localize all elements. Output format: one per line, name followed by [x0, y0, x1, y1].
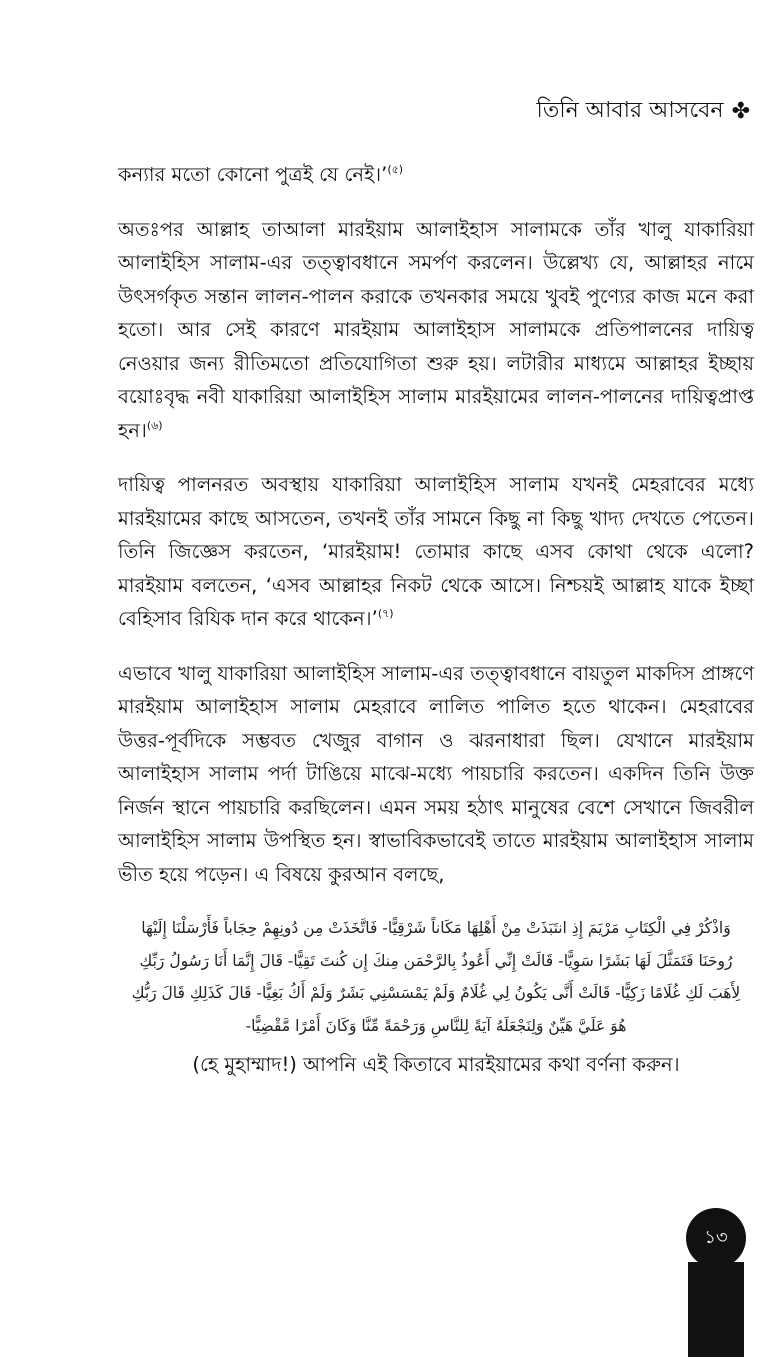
verse-translation: (হে মুহাম্মাদ!) আপনি এই কিতাবে মারইয়ামের কথা বর্ণনা করুন। [192, 1053, 680, 1076]
arabic-verse: وَاذْكُرْ فِي الْكِتَابِ مَرْيَمَ إِذِ انتَبَذَتْ مِنْ أَهْلِهَا مَكَاناً شَرْقِيًّا- فَاتَّخَذَتْ مِن دُونِهِمْ حِجَاباً فَأَرْسَلْنَا إِلَيْهَا رُوحَنَا فَتَمَثَّلَ لَهَا بَشَرًا سَوِيًّا- قَالَتْ إِنِّي أَعُوذُ بِالرَّحْمَن مِنكَ إِن كُنتَ تَقِيًّا- قَالَ إِنَّمَا أَنَا رَسُولُ رَبِّكِ لِأَهَبَ لَكِ غُلَامًا زَكِيًّا- قَالَتْ أَنَّى يَكُونُ لِي غُلَامٌ وَلَمْ يَمْسَسْنِي بَشَرٌ وَلَمْ أَكُ بَغِيًّا- قَالَ كَذَلِكِ قَالَ رَبُّكِ هُوَ عَلَيَّ هَيِّنٌ وَلِنَجْعَلَهُ آيَةً لِلنَّاسِ وَرَحْمَةً مِّنَّا وَكَانَ أَمْرًا مَّقْضِيًّا- [131, 919, 741, 1035]
page-body [118, 158, 754, 1103]
paragraph-text: এভাবে খালু যাকারিয়া আলাইহিস সালাম-এর তত্ত্বাবধানে বায়তুল মাকদিস প্রাঙ্গণে মারইয়াম আলাইহাস সালাম মেহরাবে লালিত পালিত হতে থাকেন। মেহরাবের উত্তর-পূর্বদিকে সম্ভবত খেজুর বাগান ও ঝরনাধারা ছিল। যেখানে মারইয়াম আলাইহাস সালাম পর্দা টাঙিয়ে মাঝে-মধ্যে পায়চারি করতেন। একদিন তিনি উক্ত নির্জন স্থানে পায়চারি করছিলেন। এমন সময় হঠাৎ মানুষের বেশে সেখানে জিবরীল আলাইহিস সালাম উপস্থিত হন। স্বাভাবিকভাবেই তাতে মারইয়াম আলাইহাস সালাম ভীত হয়ে পড়েন। এ বিষয়ে কুরআন বলছে, [118, 661, 754, 886]
footnote-ref: (৫) [387, 163, 404, 176]
paragraph-text: কন্যার মতো কোনো পুত্রই যে নেই।’ [118, 163, 388, 186]
footnote-ref: (৬) [146, 418, 163, 432]
page-number: ১৩ [686, 1208, 746, 1268]
paragraph-text: অতঃপর আল্লাহ তাআলা মারইয়াম আলাইহাস সালামকে তাঁর খালু যাকারিয়া আলাইহিস সালাম-এর তত্ত্বাবধানে সমর্পণ করলেন। উল্লেখ্য যে, আল্লাহর নামে উৎসর্গকৃত সন্তান লালন-পালন করাকে তখনকার সময়ে খুবই পুণ্যের কাজ মনে করা হতো। আর সেই কারণে মারইয়াম আলাইহাস সালামকে প্রতিপালনের দায়িত্ব নেওয়ার জন্য রীতিমতো প্রতিযোগিতা শুরু হয়। লটারীর মাধ্যমে আল্লাহর ইচ্ছায় বয়োঃবৃদ্ধ নবী যাকারিয়া আলাইহিস সালাম মারইয়ামের লালন-পালনের দায়িত্বপ্রাপ্ত হন। [118, 217, 754, 442]
paragraph-4 [118, 657, 754, 892]
paragraph-3 [118, 468, 754, 636]
page-tab [688, 1262, 744, 1357]
running-header [537, 93, 750, 130]
paragraph-text: দায়িত্ব পালনরত অবস্থায় যাকারিয়া আলাইহিস সালাম যখনই মেহরাবের মধ্যে মারইয়ামের কাছে আসতেন, তখনই তাঁর সামনে কিছু না কিছু খাদ্য দেখতে পেতেন। তিনি জিজ্ঞেস করতেন, ‘মারইয়াম! তোমার কাছে এসব কোথা থেকে এলো? মারইয়াম বলতেন, ‘এসব আল্লাহর নিকট থেকে আসে। নিশ্চয়ই আল্লাহ যাকে ইচ্ছা বেহিসাব রিযিক দান করে থাকেন।’ [118, 473, 754, 630]
footnote-ref: (৭) [377, 607, 394, 620]
flower-ornament-icon: ✤ [731, 99, 750, 124]
paragraph-1 [118, 158, 754, 192]
paragraph-2 [118, 213, 754, 448]
header-title: তিনি আবার আসবেন [536, 98, 724, 123]
